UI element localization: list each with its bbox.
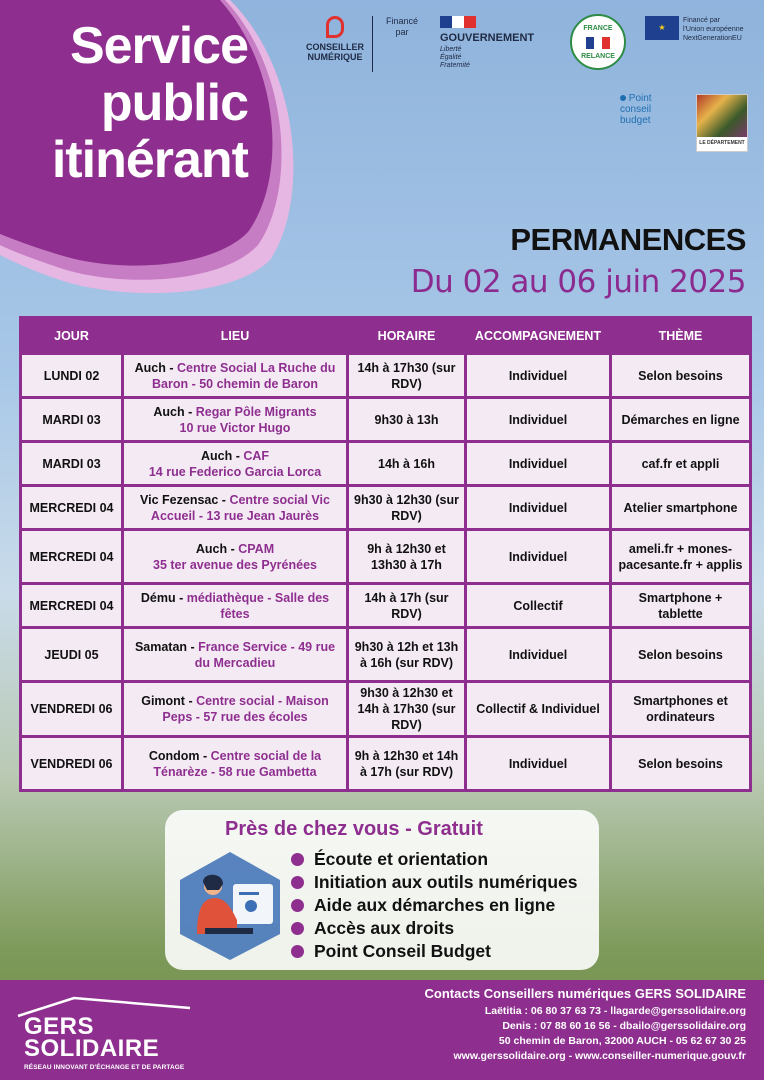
cell-theme: caf.fr et appli	[611, 442, 751, 486]
cell-lieu-detail: Regar Pôle Migrants	[195, 404, 317, 419]
cell-accompagnement: Individuel	[466, 530, 611, 584]
gers-solidaire-logo	[14, 994, 204, 1074]
france-relance-flag-icon	[586, 37, 610, 49]
eu-text-3: NextGenerationEU	[683, 35, 742, 42]
cell-accompagnement: Collectif	[466, 584, 611, 628]
table-row	[21, 737, 751, 791]
list-item-text: Point Conseil Budget	[314, 941, 491, 961]
finance-par-2: par	[395, 27, 409, 37]
list-item-text: Écoute et orientation	[314, 849, 489, 869]
cell-accompagnement: Individuel	[466, 354, 611, 398]
cell-accompagnement: Individuel	[466, 737, 611, 791]
cell-theme: Smartphones et ordinateurs	[611, 682, 751, 737]
eu-text-2: l'Union européenne	[683, 26, 744, 33]
cell-lieu: Vic Fezensac - Centre social Vic Accueil - 13 rue Jean Jaurès	[123, 486, 348, 530]
header-lieu: LIEU	[123, 318, 348, 354]
cell-lieu-detail: Centre social Vic Accueil - 13 rue Jean Jaurès	[150, 492, 330, 523]
france-relance-2: RELANCE	[581, 53, 615, 60]
table-row	[21, 486, 751, 530]
cell-lieu: Gimont - Centre social - Maison Peps - 57 rue des écoles	[123, 682, 348, 737]
contact-line: Denis : 07 88 60 16 56 - dbailo@gerssolidaire.org	[502, 1020, 746, 1032]
cn-text-2: NUMÉRIQUE	[307, 52, 363, 62]
cell-jour: LUNDI 02	[21, 354, 123, 398]
contact-line: Laëtitia : 06 80 37 63 73 - llagarde@gerssolidaire.org	[484, 1005, 746, 1017]
table-row	[21, 398, 751, 442]
bullet-icon	[291, 945, 304, 958]
org-line-2: SOLIDAIRE	[24, 1035, 160, 1062]
header-theme: THÈME	[611, 318, 751, 354]
cell-horaire: 9h30 à 12h30 (sur RDV)	[348, 486, 466, 530]
cell-lieu-detail: Centre social - Maison Peps - 57 rue des écoles	[162, 694, 329, 724]
cell-lieu-detail: médiathèque - Salle des fêtes	[186, 590, 330, 621]
services-box	[165, 810, 599, 970]
gouvernement-motto	[440, 46, 555, 70]
cell-theme: Smartphone + tablette	[611, 584, 751, 628]
cell-ville: Vic Fezensac	[140, 492, 219, 507]
header-accompagnement: ACCOMPAGNEMENT	[466, 318, 611, 354]
cell-lieu: Samatan - France Service - 49 rue du Mercadieu	[123, 628, 348, 682]
bullet-icon	[291, 899, 304, 912]
list-item	[291, 940, 578, 963]
cell-theme: Selon besoins	[611, 628, 751, 682]
list-item	[291, 848, 578, 871]
cell-horaire: 9h à 12h30 et 14h à 17h (sur RDV)	[348, 737, 466, 791]
departement-picture	[697, 95, 747, 137]
services-title: Près de chez vous - Gratuit	[225, 818, 483, 840]
cn-text-1: CONSEILLER	[305, 42, 364, 52]
cell-horaire: 9h30 à 12h30 et 14h à 17h30 (sur RDV)	[348, 682, 466, 737]
cell-jour: MERCREDI 04	[21, 584, 123, 628]
cell-accompagnement: Individuel	[466, 442, 611, 486]
page-title	[18, 18, 248, 189]
cell-lieu-address: 10 rue Victor Hugo	[179, 420, 291, 435]
pcb-text-1: Point	[628, 93, 652, 104]
cell-ville: Auch	[195, 541, 228, 556]
cell-accompagnement: Individuel	[466, 486, 611, 530]
gers-solidaire-name	[24, 1013, 160, 1062]
cell-jour: JEUDI 05	[21, 628, 123, 682]
table-row	[21, 628, 751, 682]
cell-accompagnement: Collectif & Individuel	[466, 682, 611, 737]
cell-ville: Samatan	[134, 639, 188, 654]
list-item-text: Aide aux démarches en ligne	[314, 895, 556, 915]
org-tagline: RÉSEAU INNOVANT D'ÉCHANGE ET DE PARTAGE	[24, 1064, 185, 1071]
cell-jour: MERCREDI 04	[21, 486, 123, 530]
cell-ville: Gimont	[141, 694, 185, 708]
eu-logo	[645, 16, 753, 43]
list-item	[291, 871, 578, 894]
cell-theme: Selon besoins	[611, 737, 751, 791]
cell-accompagnement: Individuel	[466, 398, 611, 442]
table-row	[21, 682, 751, 737]
title-line-1: Service	[69, 17, 248, 75]
cell-horaire: 9h à 12h30 et 13h30 à 17h	[348, 530, 466, 584]
cell-theme: Selon besoins	[611, 354, 751, 398]
point-conseil-budget-logo	[620, 93, 684, 151]
cell-jour: MARDI 03	[21, 398, 123, 442]
cell-lieu: Auch - Centre Social La Ruche du Baron - 50 chemin de Baron	[123, 354, 348, 398]
cell-lieu-detail: CPAM	[238, 541, 275, 556]
permanences-heading: PERMANENCES	[510, 222, 746, 257]
bullet-icon	[291, 853, 304, 866]
table-row	[21, 354, 751, 398]
cell-jour: MERCREDI 04	[21, 530, 123, 584]
cell-theme: ameli.fr + mones-pacesante.fr + applis	[611, 530, 751, 584]
conseiller-numerique-logo	[300, 16, 370, 62]
logo-divider	[372, 16, 373, 72]
gouvernement-text: GOUVERNEMENT	[440, 32, 535, 44]
header-horaire: HORAIRE	[348, 318, 466, 354]
list-item-text: Accès aux droits	[314, 918, 455, 938]
list-item	[291, 917, 578, 940]
motto-1: Liberté	[440, 46, 462, 53]
cell-jour: VENDREDI 06	[21, 682, 123, 737]
eu-flag-icon: ★	[645, 16, 679, 40]
pcb-text-3: budget	[620, 115, 651, 126]
list-item-text: Initiation aux outils numériques	[314, 872, 578, 892]
cell-ville: Auch	[200, 448, 233, 463]
table-row	[21, 584, 751, 628]
france-relance-logo	[570, 14, 626, 70]
cell-jour: MARDI 03	[21, 442, 123, 486]
table-header-row	[21, 318, 751, 354]
departement-text: LE DÉPARTEMENT	[699, 140, 745, 146]
schedule-table	[19, 316, 752, 792]
cell-horaire: 14h à 17h (sur RDV)	[348, 584, 466, 628]
dates-heading: Du 02 au 06 juin 2025	[410, 264, 746, 300]
cell-lieu: Dému - médiathèque - Salle des fêtes	[123, 584, 348, 628]
cell-horaire: 14h à 16h	[348, 442, 466, 486]
finance-par-1: Financé	[385, 16, 419, 26]
eu-text-1: Financé par	[683, 17, 720, 24]
france-relance-1: FRANCE	[583, 25, 613, 32]
cell-horaire: 14h à 17h30 (sur RDV)	[348, 354, 466, 398]
cell-theme: Démarches en ligne	[611, 398, 751, 442]
cell-lieu-detail: Centre Social La Ruche du Baron - 50 chemin de Baron	[151, 360, 336, 391]
footer	[0, 980, 764, 1080]
cell-jour: VENDREDI 06	[21, 737, 123, 791]
motto-2: Égalité	[440, 54, 462, 61]
contacts-title: Contacts Conseillers numériques GERS SOLIDAIRE	[424, 986, 746, 1001]
french-flag-icon	[440, 16, 476, 28]
contact-line: www.gerssolidaire.org - www.conseiller-numerique.gouv.fr	[453, 1050, 746, 1062]
cell-ville: Auch	[153, 404, 185, 419]
cell-lieu-detail: France Service - 49 rue du Mercadieu	[194, 639, 336, 670]
cell-theme: Atelier smartphone	[611, 486, 751, 530]
departement-logo	[696, 94, 748, 152]
cell-lieu: Auch - CPAM 35 ter avenue des Pyrénées	[123, 530, 348, 584]
cell-lieu: Auch - CAF 14 rue Federico Garcia Lorca	[123, 442, 348, 486]
title-line-3: itinérant	[51, 131, 248, 189]
cell-horaire: 9h30 à 12h et 13h à 16h (sur RDV)	[348, 628, 466, 682]
table-row	[21, 442, 751, 486]
conseiller-numerique-icon	[326, 16, 344, 38]
cell-ville: Dému	[140, 590, 176, 605]
partner-logos	[300, 14, 750, 84]
bullet-icon	[291, 876, 304, 889]
contact-line: 50 chemin de Baron, 32000 AUCH - 05 62 67 30 25	[498, 1035, 746, 1047]
pcb-dot-icon	[620, 95, 626, 101]
cell-lieu-detail: Centre social de la Ténarèze - 58 rue Gambetta	[153, 748, 322, 779]
cell-ville: Condom	[148, 748, 200, 763]
list-item	[291, 894, 578, 917]
person-at-computer-icon	[175, 850, 285, 962]
contacts-block	[425, 986, 746, 1064]
cell-accompagnement: Individuel	[466, 628, 611, 682]
bullet-icon	[291, 922, 304, 935]
cell-lieu: Condom - Centre social de la Ténarèze - 58 rue Gambetta	[123, 737, 348, 791]
pcb-text-2: conseil	[620, 104, 652, 115]
cell-lieu-address: 14 rue Federico Garcia Lorca	[148, 464, 322, 479]
cell-lieu-detail: CAF	[243, 448, 270, 463]
cell-horaire: 9h30 à 13h	[348, 398, 466, 442]
title-line-2: public	[100, 74, 248, 132]
cell-lieu-address: 35 ter avenue des Pyrénées	[153, 557, 317, 572]
cell-lieu: Auch - Regar Pôle Migrants 10 rue Victor Hugo	[123, 398, 348, 442]
finance-par-label	[378, 16, 426, 38]
cell-ville: Auch	[134, 360, 166, 375]
table-row	[21, 530, 751, 584]
services-list	[291, 848, 578, 963]
org-line-1: GERS	[24, 1013, 95, 1040]
header-jour: JOUR	[21, 318, 123, 354]
gouvernement-logo	[440, 16, 555, 70]
motto-3: Fraternité	[440, 62, 470, 69]
